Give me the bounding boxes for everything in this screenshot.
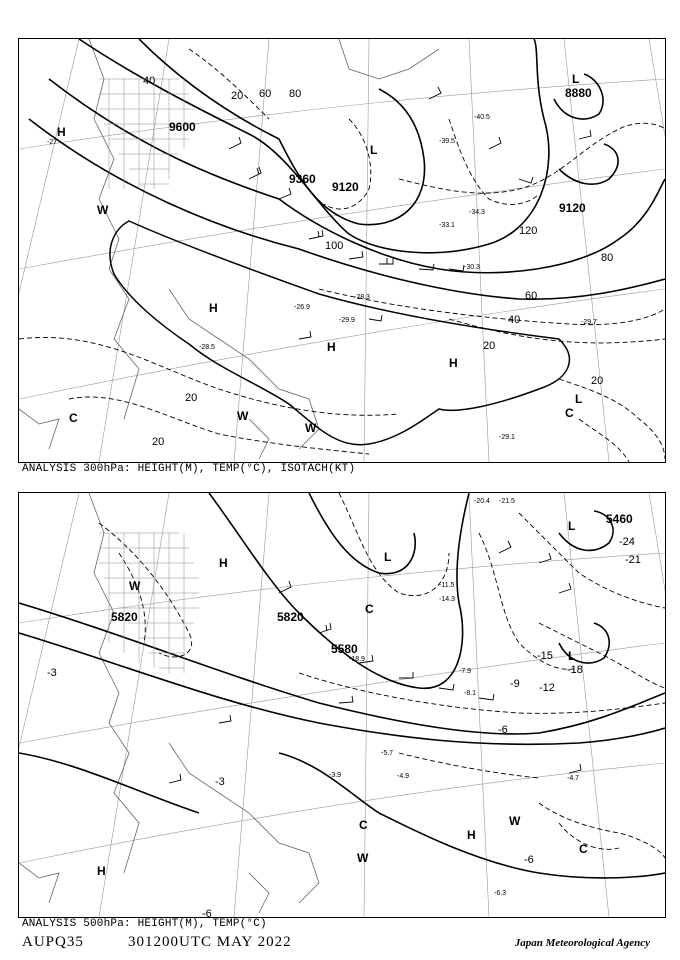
contour-label: 9120	[559, 201, 586, 215]
isotach-labels	[143, 75, 613, 448]
cold-center: C	[579, 842, 588, 856]
high-center: H	[449, 356, 458, 370]
cold-center: C	[365, 602, 374, 616]
low-center: L	[572, 72, 580, 86]
isotach-label: 20	[591, 375, 604, 387]
contour-label: 8880	[565, 86, 592, 100]
station-temp: -29.1	[499, 434, 515, 441]
high-center: H	[97, 864, 106, 878]
wind-barbs	[169, 541, 581, 783]
high-center: H	[327, 340, 336, 354]
isotherm-label: -15	[537, 650, 553, 662]
station-temp: -21.5	[499, 498, 515, 505]
isotach-label: 120	[519, 225, 538, 237]
warm-center: W	[97, 203, 109, 217]
station-temp: -8.1	[464, 690, 477, 697]
isotach-label: 20	[152, 436, 165, 448]
station-temp: -11.5	[439, 582, 455, 589]
station-temp: -29.7	[581, 319, 597, 326]
isotach-label: 80	[289, 88, 302, 100]
station-temp: -6.3	[494, 890, 507, 897]
isotherms	[19, 49, 665, 462]
station-temp: -28.3	[354, 294, 370, 301]
isotach-label: 100	[325, 240, 344, 252]
isotherm-label: -3	[47, 667, 57, 679]
station-temp: -26.9	[294, 304, 310, 311]
hatched-area	[99, 533, 199, 673]
station-temp: -4.9	[397, 773, 410, 780]
contour-label: 9600	[169, 120, 196, 134]
isotherm-label: -3	[215, 776, 225, 788]
contour-labels	[169, 86, 592, 215]
contour-label: 5580	[331, 642, 358, 656]
caption-500hpa: ANALYSIS 500hPa: HEIGHT(M), TEMP(°C)	[22, 918, 267, 930]
station-temp: -34.3	[469, 209, 485, 216]
high-center: H	[219, 556, 228, 570]
warm-center: W	[357, 851, 369, 865]
isotach-region	[110, 221, 569, 445]
isotach-label: 80	[601, 252, 614, 264]
station-temp: -27	[47, 139, 58, 146]
station-temp: -33.1	[439, 222, 455, 229]
caption-300hpa: ANALYSIS 300hPa: HEIGHT(M), TEMP(°C), ISOTACH(KT)	[22, 463, 356, 475]
station-temp: -7.9	[459, 668, 472, 675]
station-temp: -5.7	[381, 750, 394, 757]
hatched-area	[99, 79, 199, 189]
graticule	[19, 493, 665, 917]
high-center: H	[57, 125, 66, 139]
low-center: L	[370, 143, 378, 157]
station-temp: -20.4	[474, 498, 490, 505]
isotach-label: 60	[259, 88, 272, 100]
station-temp: -30.3	[464, 264, 480, 271]
high-center: H	[467, 828, 476, 842]
map-500hpa	[19, 493, 665, 917]
contour-label: 5820	[277, 610, 304, 624]
isotherm-label: -24	[619, 536, 635, 548]
center-symbols	[97, 519, 588, 878]
station-temp: -14.3	[439, 596, 455, 603]
isotach-label: 40	[508, 314, 521, 326]
station-temp: -29.9	[339, 317, 355, 324]
height-contours	[29, 39, 665, 299]
station-temp: -3.9	[329, 772, 342, 779]
low-center: L	[568, 519, 576, 533]
isotherm-label: -9	[510, 678, 520, 690]
isotach-label: 20	[483, 340, 496, 352]
coastline	[19, 39, 439, 459]
low-center: L	[575, 392, 583, 406]
chart-id: AUPQ35	[22, 934, 84, 950]
cold-center: C	[69, 411, 78, 425]
station-temp: -40.5	[474, 114, 490, 121]
valid-time: 301200UTC MAY 2022	[128, 934, 292, 950]
contour-label: 9120	[332, 180, 359, 194]
isotherm-label: -21	[625, 554, 641, 566]
low-center: L	[568, 649, 576, 663]
map-300hpa	[19, 39, 665, 462]
isotach-label: 20	[231, 90, 244, 102]
cold-center: C	[565, 406, 574, 420]
contour-label: 5460	[606, 512, 633, 526]
station-temp: -4.7	[567, 775, 580, 782]
station-temp: -18.9	[349, 656, 365, 663]
warm-center: W	[509, 814, 521, 828]
agency-name: Japan Meteorological Agency	[514, 937, 650, 949]
high-center: H	[209, 301, 218, 315]
isotherm-label: -6	[498, 724, 508, 736]
map-panel-500hpa	[18, 492, 666, 918]
station-temp: -28.5	[199, 344, 215, 351]
low-center: L	[384, 550, 392, 564]
warm-center: W	[305, 421, 317, 435]
map-panel-300hpa	[18, 38, 666, 463]
contour-label: 9360	[289, 172, 316, 186]
isotherm-label: -6	[202, 908, 212, 917]
isotherm-label: -6	[524, 854, 534, 866]
isotherm-label: -12	[539, 682, 555, 694]
isotach-label: 60	[525, 290, 538, 302]
isotach-label: 20	[185, 392, 198, 404]
isotach-label: 40	[143, 75, 156, 87]
contour-label: 5820	[111, 610, 138, 624]
warm-center: W	[237, 409, 249, 423]
warm-center: W	[129, 579, 141, 593]
isotherm-label: -18	[567, 664, 583, 676]
cold-center: C	[359, 818, 368, 832]
station-temp: -39.5	[439, 138, 455, 145]
